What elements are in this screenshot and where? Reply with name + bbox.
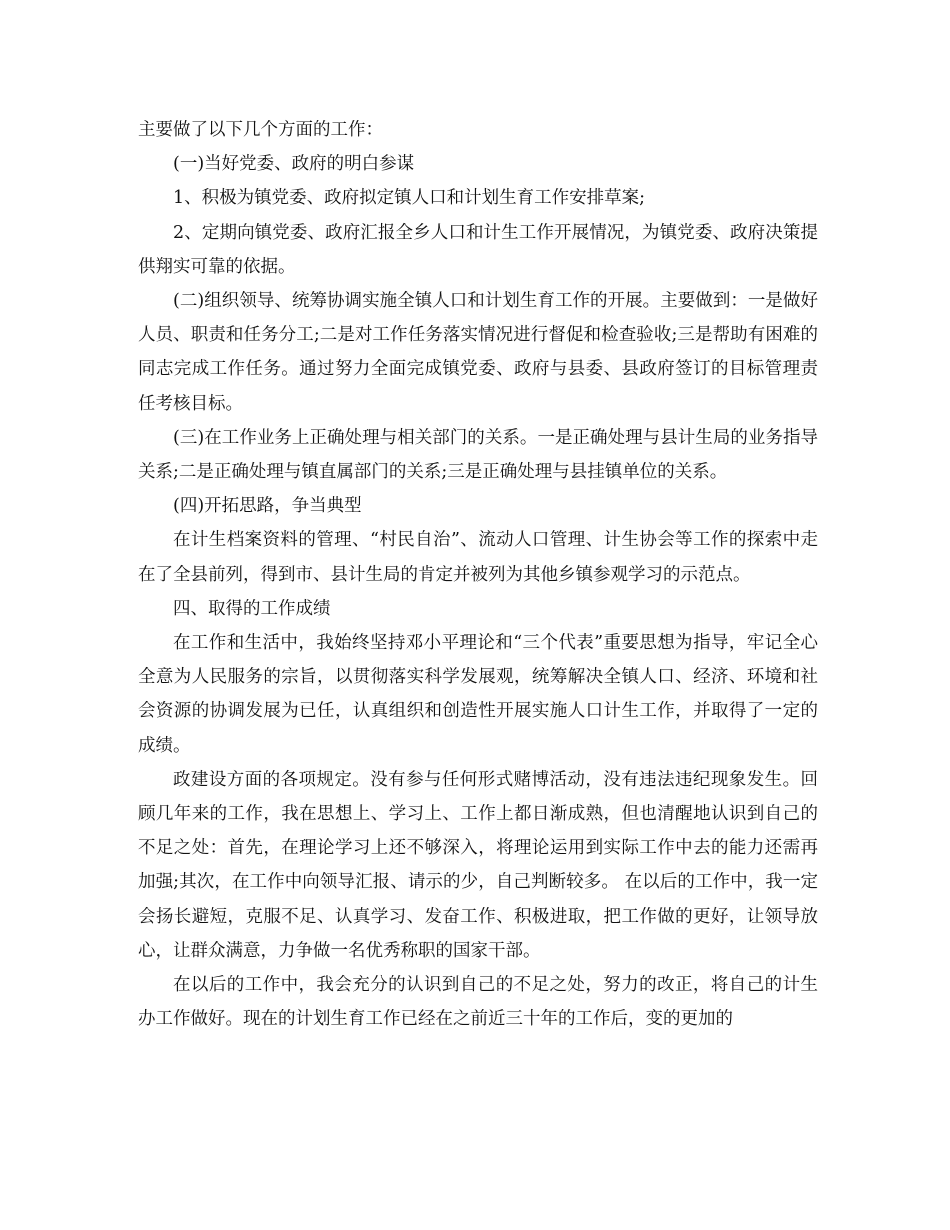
paragraph-achievements: 在工作和生活中，我始终坚持邓小平理论和“三个代表”重要思想为指导，牢记全心全意为人民服务的宗旨，以贯彻落实科学发展观，统筹解决全镇人口、经济、环境和社会资源的协调发展为已任，认真组织和创造性开展实施人口计生工作，并取得了一定的成绩。 [138, 633, 818, 756]
paragraph-section-4: 在计生档案资料的管理、“村民自治”、流动人口管理、计生协会等工作的探索中走在了全县前列，得到市、县计生局的肯定并被列为其他乡镇参观学习的示范点。 [138, 530, 818, 585]
heading-achievements: 四、取得的工作成绩 [173, 598, 331, 619]
paragraph-section-3: (三)在工作业务上正确处理与相关部门的关系。一是正确处理与县计生局的业务指导关系;二是正确处理与镇直属部门的关系;三是正确处理与县挂镇单位的关系。 [138, 427, 818, 483]
paragraph-future-work: 在以后的工作中，我会充分的认识到自己的不足之处，努力的改正，将自己的计生办工作做好。现在的计划生育工作已经在之前近三十年的工作后，变的更加的 [138, 975, 818, 1030]
paragraph-self-review: 政建设方面的各项规定。没有参与任何形式赌博活动，没有违法违纪现象发生。回顾几年来的工作，我在思想上、学习上、工作上都日渐成熟，但也清醒地认识到自己的不足之处：首先，在理论学习上还不够深入，将理论运用到实际工作中去的能力还需再加强;其次，在工作中向领导汇报、请示的少，自己判断较多。 在以后的工作中，我一定会扬长避短，克服不足、认真学习、发奋工作、积极进取，把工作做的更好，让领导放心，让群众满意，力争做一名优秀称职的国家干部。 [138, 769, 818, 961]
paragraph-item-1: 1、积极为镇党委、政府拟定镇人口和计划生育工作安排草案; [173, 188, 646, 209]
heading-section-1: (一)当好党委、政府的明白参谋 [173, 154, 415, 175]
paragraph-section-2: (二)组织领导、统筹协调实施全镇人口和计划生育工作的开展。主要做到：一是做好人员、职责和任务分工;二是对工作任务落实情况进行督促和检查验收;三是帮助有困难的同志完成工作任务。通过努力全面完成镇党委、政府与县委、县政府签订的目标管理责任考核目标。 [138, 291, 818, 414]
paragraph-item-2: 2、定期向镇党委、政府汇报全乡人口和计生工作开展情况，为镇党委、政府决策提供翔实可靠的依据。 [138, 222, 818, 277]
document-body [138, 113, 818, 1036]
heading-section-4: (四)开拓思路，争当典型 [173, 496, 362, 517]
paragraph-intro: 主要做了以下几个方面的工作： [138, 120, 383, 140]
